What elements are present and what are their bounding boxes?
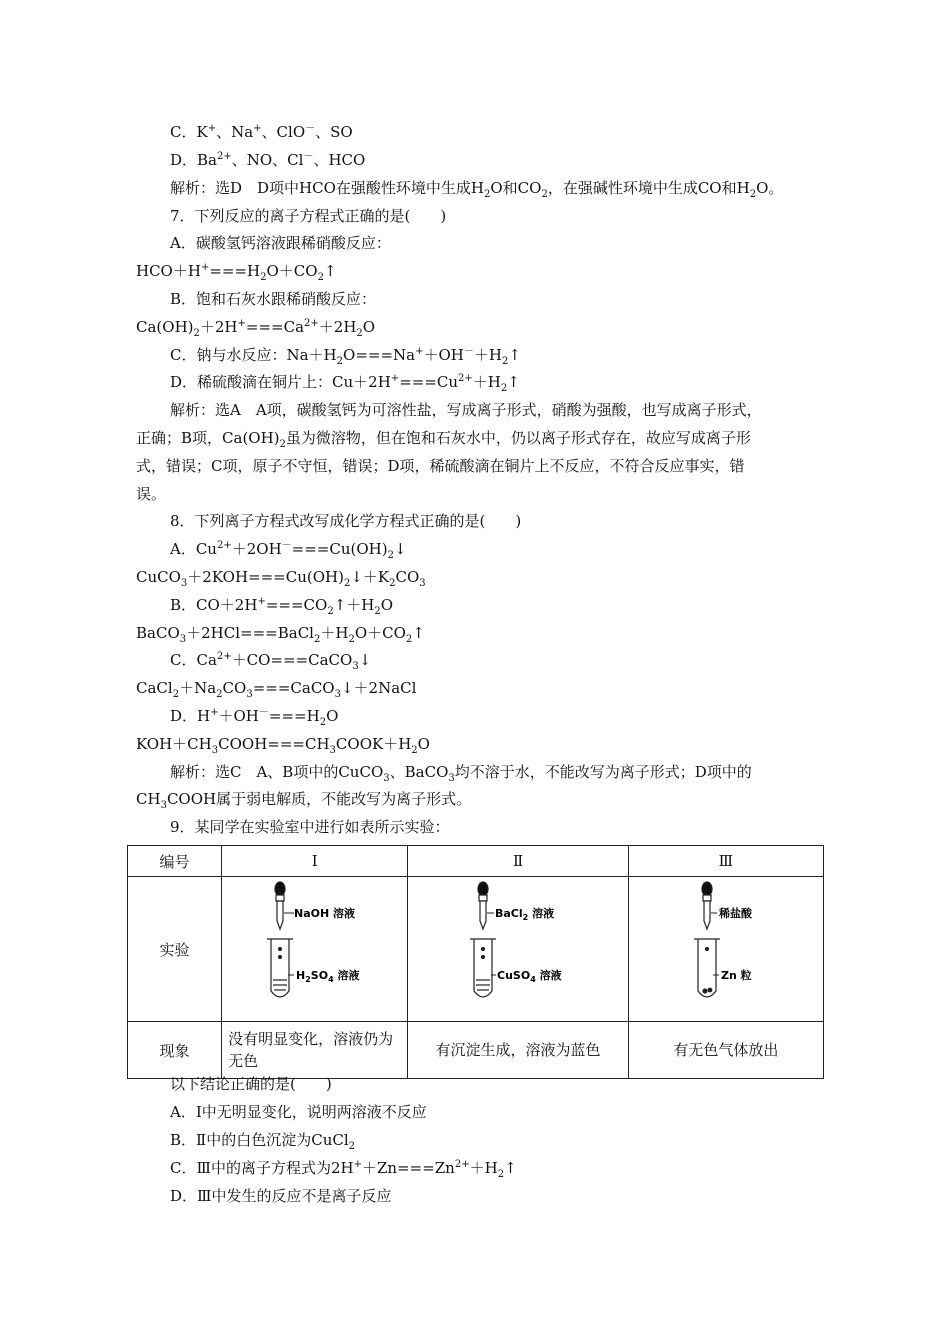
figure-iii-bottom-label: Zn 粒 [720,969,752,982]
table-experiment-row [128,877,824,1022]
q9-option-c: C．Ⅲ中的离子方程式为$2H^++Zn===Zn^{2+}+H_2↑$ [170,1159,517,1180]
q7-option-a: A．碳酸氢钙溶液跟稀硝酸反应： [170,234,391,252]
q8-option-b-ionic: B．$CO+2H^+===CO_2↑+H_2O$ [170,596,394,617]
test-tube-dropper-figure-i [222,877,408,1017]
q7-option-a-equation: $HCO+H^+===H_2O+CO_2↑$ [136,262,337,283]
q8-option-c-chemical: $CaCl_2+Na_2CO_3===CaCO_3↓+2NaCl$ [136,679,417,700]
figure-i-top-label: NaOH 溶液 [294,907,356,920]
header-number: 编号 [128,846,222,877]
phenomenon-iii: 有无色气体放出 [628,1022,823,1079]
q9-option-a: A．Ⅰ中无明显变化，说明两溶液不反应 [170,1103,427,1121]
q7-option-b-equation: $Ca(OH)_2+2H^+===Ca^{2+}+2H_2O$ [136,318,376,339]
q6-option-c: C．K+、Na+、ClO－、SO [170,123,353,141]
dropper-icon [702,882,712,929]
q8-option-a-ionic: A．$Cu^{2+}+2OH^-===Cu(OH)_2↓$ [170,540,407,561]
test-tube-icon [694,939,720,997]
experiment-figure-ii [408,877,628,1022]
q8-option-c-ionic: C．$Ca^{2+}+CO===CaCO_3↓$ [170,651,372,672]
q7-option-c: C．钠与水反应：$Na+H_2O===Na^++OH^-+H_2↑$ [170,346,521,367]
test-tube-dropper-figure-ii [408,877,628,1017]
q6-analysis: 解析：选D D项中HCO在强酸性环境中生成$H_2O$和$CO_2$，在强碱性环境中生成CO和$H_2O$。 [170,179,784,200]
experiment-label: 实验 [128,877,222,1022]
q9-stem: 9．某同学在实验室中进行如表所示实验： [170,818,450,836]
phenomenon-ii: 有沉淀生成，溶液为蓝色 [408,1022,628,1079]
figure-ii-bottom-label: CuSO$_4$ 溶液 [497,969,562,984]
q8-stem: 8．下列离子方程式改写成化学方程式正确的是( ) [170,512,522,530]
q9-option-d: D．Ⅲ中发生的反应不是离子反应 [170,1187,392,1205]
experiment-figure-iii [628,877,823,1022]
q9-option-b: B．Ⅱ中的白色沉淀为CuCl$_2$ [170,1131,356,1152]
figure-ii-top-label: BaCl$_2$ 溶液 [495,907,555,922]
figure-i-bottom-label: $H_2SO_4$ 溶液 [296,969,360,984]
q9-conclusion-stem: 以下结论正确的是( ) [170,1075,332,1093]
table-phenomenon-row [128,1022,824,1079]
experiment-table [127,845,824,1079]
q7-analysis-line-1: 解析：选A A项，碳酸氢钙为可溶性盐，写成离子形式，硝酸为强酸，也写成离子形式， [170,401,762,419]
q8-option-b-chemical: $BaCO_3+2HCl===BaCl_2+H_2O+CO_2↑$ [136,624,425,645]
q8-option-d-chemical: $KOH+CH_3COOH===CH_3COOK+H_2O$ [136,735,430,756]
test-tube-icon [470,939,496,997]
q7-analysis-line-2: 正确；B项，$Ca(OH)_2$虽为微溶物，但在饱和石灰水中，仍以离子形式存在，故应写成离子形 [136,429,751,450]
q6-option-d: D．$Ba^{2+}$、NO、Cl－、HCO [170,151,366,169]
figure-iii-top-label: 稀盐酸 [718,907,752,920]
header-i: Ⅰ [222,846,408,877]
table-header-row [128,846,824,877]
phenomenon-label: 现象 [128,1022,222,1079]
test-tube-icon [267,939,293,997]
q8-analysis-line-1: 解析：选C A、B项中的CuCO$_3$、BaCO$_3$均不溶于水，不能改写为离子形式；D项中的 [170,763,752,784]
q8-analysis-line-2: $CH_3COOH$属于弱电解质，不能改写为离子形式。 [136,790,472,811]
dropper-icon [275,882,285,929]
experiment-figure-i [222,877,408,1022]
q7-option-d: D．稀硫酸滴在铜片上：$Cu+2H^+===Cu^{2+}+H_2↑$ [170,373,520,394]
q8-option-d-ionic: D．$H^++OH^-===H_2O$ [170,707,339,728]
q7-option-b: B．饱和石灰水跟稀硝酸反应： [170,290,377,308]
q7-stem: 7．下列反应的离子方程式正确的是( ) [170,207,447,225]
q7-analysis-line-3: 式，错误；C项，原子不守恒，错误；D项，稀硫酸滴在铜片上不反应，不符合反应事实，错 [136,457,745,475]
q7-analysis-line-4: 误。 [136,485,167,503]
q8-option-a-chemical: $CuCO_3+2KOH===Cu(OH)_2↓+K_2CO_3$ [136,568,426,589]
dropper-icon [478,882,488,929]
phenomenon-i: 没有明显变化，溶液仍为无色 [222,1022,408,1079]
header-iii: Ⅲ [628,846,823,877]
header-ii: Ⅱ [408,846,628,877]
test-tube-dropper-figure-iii [629,877,824,1017]
